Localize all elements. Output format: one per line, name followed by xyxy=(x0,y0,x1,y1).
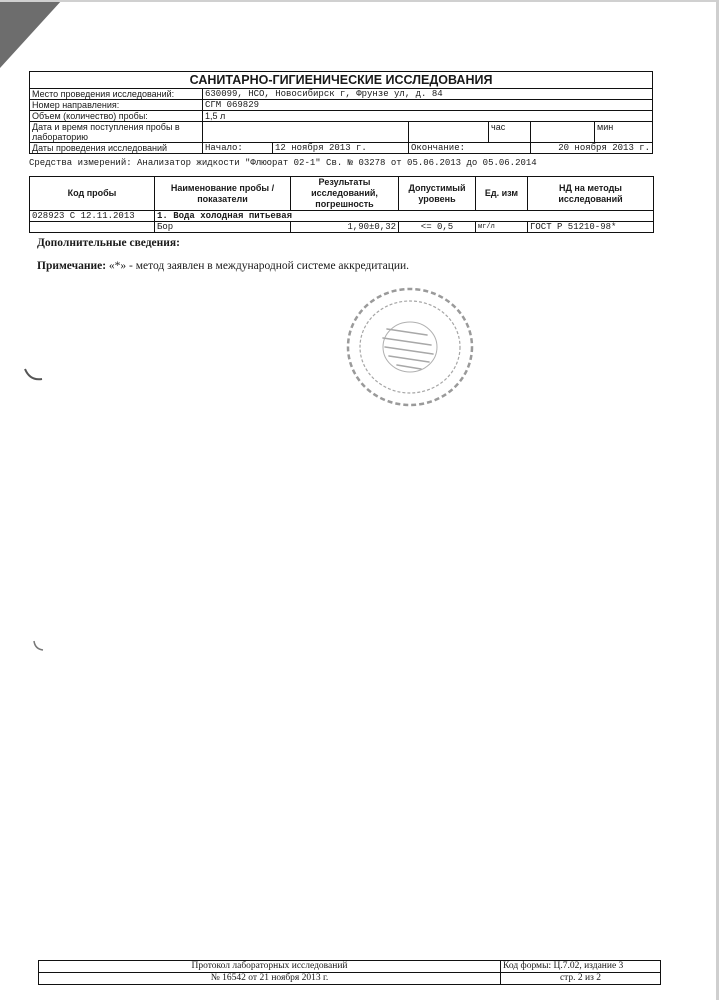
field-value-volume: 1,5 л xyxy=(203,111,653,122)
col-header-result: Результаты исследований, погрешность xyxy=(291,177,399,211)
dates-label: Даты проведения исследований xyxy=(30,143,203,154)
col-header-code: Код пробы xyxy=(30,177,155,211)
dates-end-value: 20 ноября 2013 г. xyxy=(531,143,653,154)
arrival-min-cell xyxy=(531,122,595,143)
col-header-unit: Ед. изм xyxy=(476,177,528,211)
scan-mark xyxy=(22,365,46,385)
col-header-limit: Допустимый уровень xyxy=(399,177,476,211)
footer-page: стр. 2 из 2 xyxy=(501,973,661,985)
note-label: Примечание: xyxy=(37,260,107,272)
footer-protocol: Протокол лабораторных исследований xyxy=(39,961,501,973)
sample-name: 1. Вода холодная питьевая xyxy=(155,211,654,222)
scan-top-edge xyxy=(0,0,719,2)
arrival-hour-cell xyxy=(409,122,489,143)
footer-table xyxy=(38,960,661,985)
table-row xyxy=(30,222,654,233)
arrival-hour-label: час xyxy=(489,122,531,143)
row-indicator: Бор xyxy=(155,222,291,233)
arrival-label: Дата и время поступления пробы в лабораторию xyxy=(30,122,203,143)
stamp-seal xyxy=(345,285,475,410)
field-label-place: Место проведения исследований: xyxy=(30,89,203,100)
row-result: 1,90±0,32 xyxy=(291,222,399,233)
row-method: ГОСТ Р 51210-98* xyxy=(528,222,654,233)
field-value-place: 630099, НСО, Новосибирск г, Фрунзе ул, д. 84 xyxy=(203,89,653,100)
row-unit: мг/л xyxy=(476,222,528,233)
note-text: «*» - метод заявлен в международной системе аккредитации. xyxy=(108,260,410,272)
row-limit: <= 0,5 xyxy=(399,222,476,233)
scan-mark xyxy=(30,638,46,654)
dates-end-label: Окончание: xyxy=(409,143,531,154)
field-value-direction: СГМ 069829 xyxy=(203,100,653,111)
additional-info-heading: Дополнительные сведения: xyxy=(37,237,180,249)
scan-folded-corner xyxy=(0,0,62,68)
dates-start-label: Начало: xyxy=(203,143,273,154)
field-label-direction: Номер направления: xyxy=(30,100,203,111)
arrival-date-cell xyxy=(203,122,409,143)
measurement-means: Средства измерений: Анализатор жидкости "Флюорат 02-1" Св. № 03278 от 05.06.2013 до 05.06.2014 xyxy=(29,158,537,168)
arrival-min-label: мин xyxy=(595,122,653,143)
document-title: САНИТАРНО-ГИГИЕНИЧЕСКИЕ ИССЛЕДОВАНИЯ xyxy=(30,72,653,89)
sample-code: 028923 С 12.11.2013 xyxy=(30,211,155,222)
dates-start-value: 12 ноября 2013 г. xyxy=(273,143,409,154)
header-table xyxy=(29,71,653,154)
note xyxy=(37,260,409,272)
col-header-name: Наименование пробы / показатели xyxy=(155,177,291,211)
footer-protocol-number: № 16542 от 21 ноября 2013 г. xyxy=(39,973,501,985)
col-header-method: НД на методы исследований xyxy=(528,177,654,211)
row-code-empty xyxy=(30,222,155,233)
field-label-volume: Объем (количество) пробы: xyxy=(30,111,203,122)
footer-form-code: Код формы: Ц.7.02, издание 3 xyxy=(501,961,661,973)
results-table xyxy=(29,176,654,233)
